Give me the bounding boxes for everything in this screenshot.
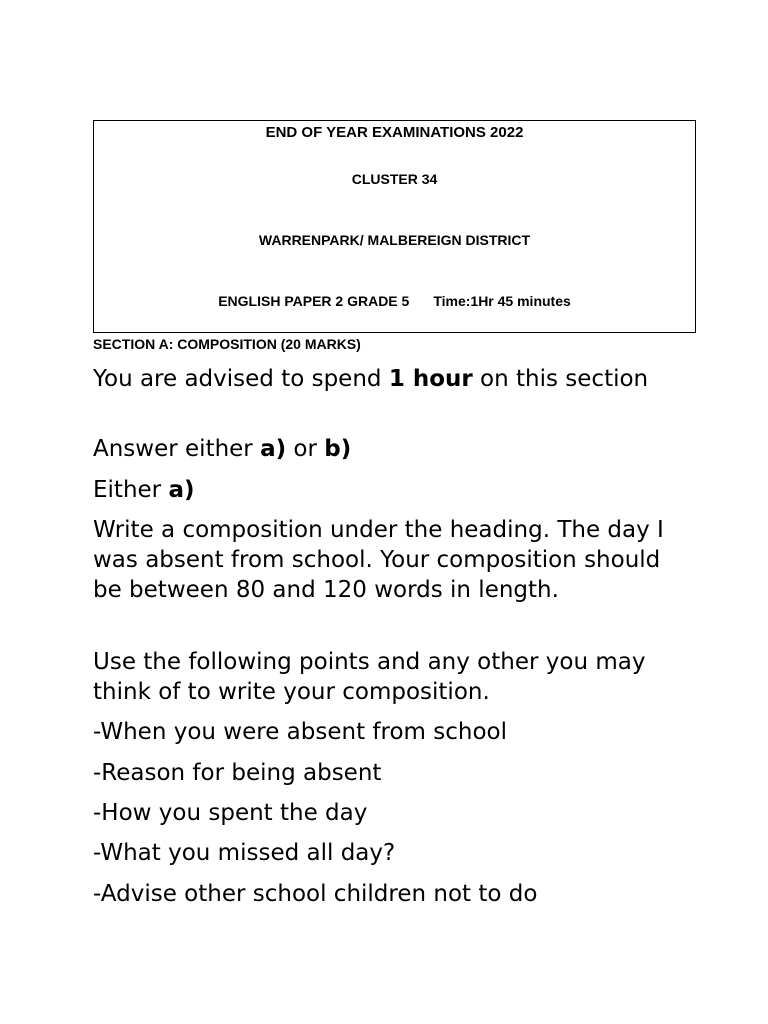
district-label: WARRENPARK/ MALBEREIGN DISTRICT [258, 232, 531, 248]
cluster-label: CLUSTER 34 [351, 171, 438, 187]
section-heading: SECTION A: COMPOSITION (20 MARKS) [93, 336, 361, 352]
answer-choice-paragraph [93, 434, 693, 464]
points-intro: Use the following points and any other you may think of to write your composition. [93, 649, 646, 705]
exam-title: END OF YEAR EXAMINATIONS 2022 [265, 124, 524, 141]
paper-time-line [94, 292, 695, 310]
advice-paragraph [93, 364, 693, 394]
advice-duration: 1 hour [388, 366, 473, 392]
either-paragraph [93, 475, 693, 505]
or-text: or [286, 436, 325, 462]
paper-label: ENGLISH PAPER 2 GRADE 5 [218, 293, 410, 309]
composition-instruction: Write a composition under the heading. The day I was absent from school. Your composition should be between 80 and 120 words in length. [93, 517, 664, 603]
option-b-label: b) [324, 436, 352, 462]
point-item: -Advise other school children not to do [93, 881, 538, 907]
time-label: Time:1Hr 45 minutes [433, 293, 571, 309]
advice-text-start: You are advised to spend [93, 366, 389, 392]
answer-text: Answer either [93, 436, 261, 462]
point-item: -What you missed all day? [93, 840, 396, 866]
exam-header-box [93, 120, 696, 333]
advice-text-end: on this section [472, 366, 649, 392]
point-item: -Reason for being absent [93, 760, 382, 786]
option-a-label: a) [260, 436, 287, 462]
either-text: Either [93, 477, 169, 503]
either-option-label: a) [168, 477, 195, 503]
point-item: -How you spent the day [93, 800, 368, 826]
point-item: -When you were absent from school [93, 719, 507, 745]
